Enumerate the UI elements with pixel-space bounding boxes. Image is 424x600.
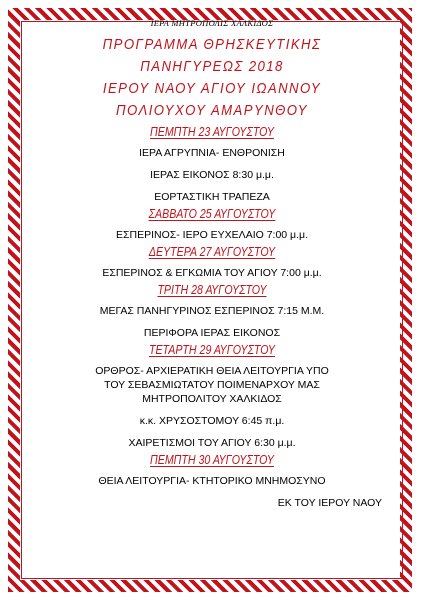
event-liturgy-time: κ.κ. ΧΡΥΣΟΣΤΟΜΟΥ 6:45 π.μ. [139,415,285,427]
announcement-content [24,18,400,510]
day-thursday-23: ΠΕΜΠΤΗ 23 ΑΥΓΟΥΣΤΟΥ [150,125,274,139]
title-line-3: ΙΕΡΟΥ ΝΑΟΥ ΑΓΙΟΥ ΙΩΑΝΝΟΥ [102,80,322,97]
day-thursday-30: ΠΕΜΠΤΗ 30 ΑΥΓΟΥΣΤΟΥ [150,453,274,467]
event-liturgy-line-1: ΟΡΘΡΟΣ- ΑΡΧΙΕΡΑΤΙΚΗ ΘΕΙΑ ΛΕΙΤΟΥΡΓΙΑ ΥΠΟ [95,365,329,377]
event-liturgy-line-2: ΤΟΥ ΣΕΒΑΣΜΙΩΤΑΤΟΥ ΠΟΙΜΕΝΑΡΧΟΥ ΜΑΣ [104,379,320,391]
title-line-2: ΠΑΝΗΓΥΡΕΩΣ 2018 [140,58,284,75]
event-memorial: ΘΕΙΑ ΛΕΙΤΟΥΡΓΙΑ- ΚΤΗΤΟΡΙΚΟ ΜΝΗΜΟΣΥΝΟ [98,475,326,487]
event-icon-time: ΙΕΡΑΣ ΕΙΚΟΝΟΣ 8:30 μ.μ. [150,169,274,181]
event-great-vespers: ΜΕΓΑΣ ΠΑΝΗΓΥΡΙΝΟΣ ΕΣΠΕΡΙΝΟΣ 7:15 Μ.Μ. [99,305,325,317]
metropolis-header: ΙΕΡΑ ΜΗΤΡΟΠΟΛΙΣ ΧΑΛΚΙΔΟΣ [150,18,274,28]
event-vespers-unction: ΕΣΠΕΡΙΝΟΣ- ΙΕΡΟ ΕΥΧΕΛΑΙΟ 7:00 μ.μ. [116,229,308,241]
event-feast-table: ΕΟΡΤΑΣΤΙΚΗ ΤΡΑΠΕΖΑ [154,191,270,203]
title-line-4: ΠΟΛΙΟΥΧΟΥ ΑΜΑΡΥΝΘΟΥ [116,102,308,119]
event-vespers-encomia: ΕΣΠΕΡΙΝΟΣ & ΕΓΚΩΜΙΑ ΤΟΥ ΑΓΙΟΥ 7:00 μ.μ. [102,267,322,279]
signature: ΕΚ ΤΟΥ ΙΕΡΟΥ ΝΑΟΥ [277,497,382,509]
event-procession: ΠΕΡΙΦΟΡΑ ΙΕΡΑΣ ΕΙΚΟΝΟΣ [143,327,281,339]
event-vigil: ΙΕΡΑ ΑΓΡΥΠΝΙΑ- ΕΝΘΡΟΝΙΣΗ [139,147,285,159]
event-liturgy-line-3: ΜΗΤΡΟΠΟΛΙΤΟΥ ΧΑΛΚΙΔΟΣ [142,393,282,405]
day-monday-27: ΔΕΥΤΕΡΑ 27 ΑΥΓΟΥΣΤΟΥ [148,245,276,259]
day-wednesday-29: ΤΕΤΑΡΤΗ 29 ΑΥΓΟΥΣΤΟΥ [148,343,276,357]
title-line-1: ΠΡΟΓΡΑΜΜΑ ΘΡΗΣΚΕΥΤΙΚΗΣ [102,36,322,53]
event-salutations: ΧΑΙΡΕΤΙΣΜΟΙ ΤΟΥ ΑΓΙΟΥ 6:30 μ.μ. [128,437,296,449]
day-tuesday-28: ΤΡΙΤΗ 28 ΑΥΓΟΥΣΤΟΥ [157,283,267,297]
day-saturday-25: ΣΑΒΒΑΤΟ 25 ΑΥΓΟΥΣΤΟΥ [148,207,276,221]
